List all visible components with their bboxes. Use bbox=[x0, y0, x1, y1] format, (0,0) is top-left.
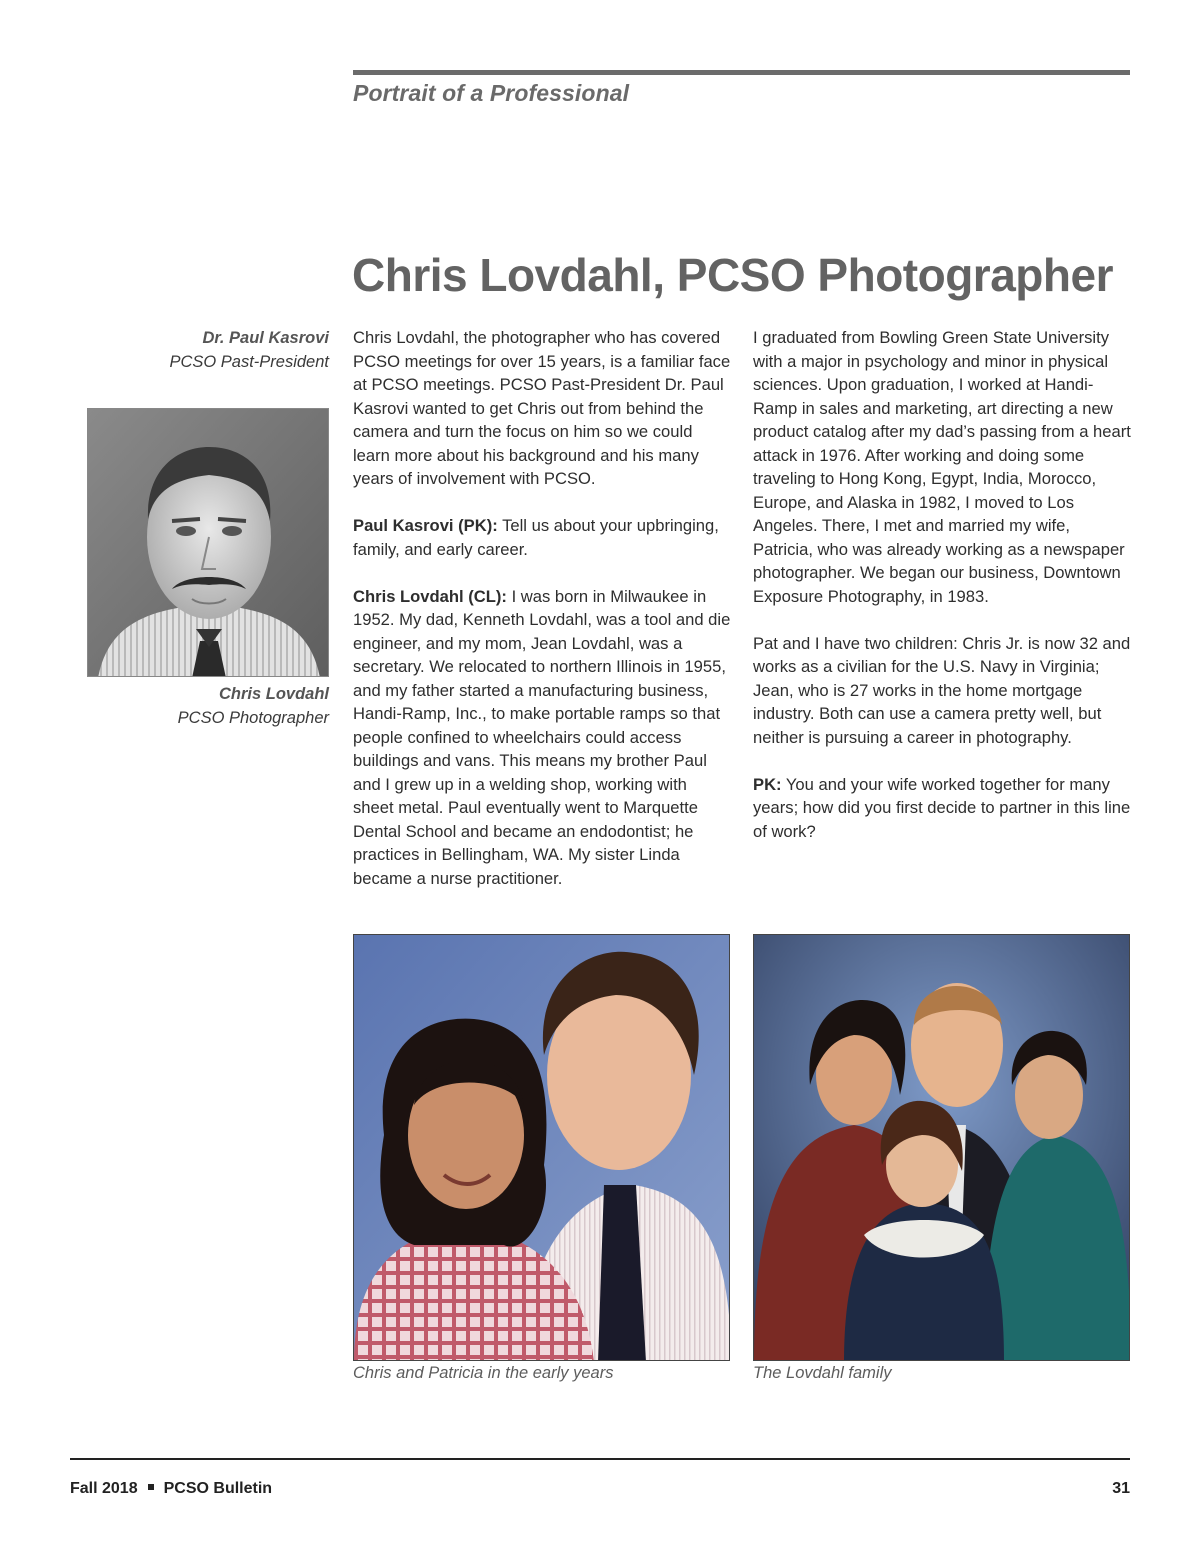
question-paragraph bbox=[353, 514, 731, 561]
article-column-left bbox=[353, 326, 731, 914]
couple-photo-caption: Chris and Patricia in the early years bbox=[353, 1364, 614, 1382]
portrait-caption bbox=[178, 682, 329, 730]
question-paragraph-2 bbox=[753, 773, 1131, 844]
article-column-right bbox=[753, 326, 1131, 867]
family-paragraph: Pat and I have two children: Chris Jr. is now 32 and works as a civilian for the U.S. Navy in Virginia; Jean, who is 27 works in the home mortgage industry. Both can use a camera pretty well, but neither is pursuing a career in photography. bbox=[753, 633, 1131, 747]
question-speaker-2: PK: bbox=[753, 774, 782, 794]
question-text: Tell us about your upbringing, family, and early career. bbox=[353, 516, 719, 559]
answer-paragraph bbox=[353, 585, 731, 891]
section-label: Portrait of a Professional bbox=[353, 80, 630, 106]
footer-issue bbox=[70, 1480, 272, 1498]
page-number: 31 bbox=[1112, 1480, 1130, 1497]
family-photo-caption: The Lovdahl family bbox=[753, 1364, 892, 1382]
answer-speaker: Chris Lovdahl (CL): bbox=[353, 586, 507, 606]
byline-name: Dr. Paul Kasrovi bbox=[202, 329, 329, 347]
page-title: Chris Lovdahl, PCSO Photographer bbox=[352, 249, 1113, 301]
footer-separator-square bbox=[148, 1484, 154, 1490]
family-photo bbox=[753, 934, 1130, 1361]
footer-issue-date: Fall 2018 bbox=[70, 1480, 138, 1497]
portrait-caption-role: PCSO Photographer bbox=[177, 709, 329, 727]
question-speaker: Paul Kasrovi (PK): bbox=[353, 516, 498, 535]
intro-paragraph: Chris Lovdahl, the photographer who has covered PCSO meetings for over 15 years, is a familiar face at PCSO meetings. PCSO Past-President Dr. Paul Kasrovi wanted to get Chris out from behind the camera and turn the focus on him so we could learn more about his background and his many years of involvement with PCSO. bbox=[353, 328, 731, 488]
portrait-caption-name: Chris Lovdahl bbox=[218, 685, 329, 703]
footer-rule bbox=[70, 1458, 1130, 1460]
answer-text: I was born in Milwaukee in 1952. My dad, Kenneth Lovdahl, was a tool and die engineer, and my mom, Jean Lovdahl, was a secretary. We relocated to northern Illinois in 1955, and my father started a manufacturing business, Handi-Ramp, Inc., to make portable ramps so that people confined to wheelchairs could access buildings and vans. This means my brother Paul and I grew up in a welding shop, working with sheet metal. Paul eventually went to Marquette Dental School and became an endodontist; he practices in Bellingham, WA. My sister Linda became a nurse practitioner. bbox=[353, 586, 731, 888]
couple-photo bbox=[353, 934, 730, 1361]
byline-role: PCSO Past-President bbox=[169, 353, 329, 371]
question-text-2: You and your wife worked together for many years; how did you first decide to partner in this line of work? bbox=[753, 774, 1131, 841]
education-paragraph: I graduated from Bowling Green State University with a major in psychology and minor in physical sciences. Upon graduation, I worked at Handi-Ramp in sales and marketing, art directing a new product catalog after my dad’s passing from a heart attack in 1976. After working and doing some traveling to Hong Kong, Egypt, India, Morocco, Europe, and Alaska in 1982, I moved to Los Angeles. There, I met and married my wife, Patricia, who was already working as a newspaper photographer. We began our business, Downtown Exposure Photography, in 1983. bbox=[753, 328, 1131, 606]
byline bbox=[169, 326, 329, 374]
portrait-photo bbox=[87, 408, 329, 677]
top-rule bbox=[353, 70, 1130, 75]
footer-publication: PCSO Bulletin bbox=[163, 1480, 273, 1497]
